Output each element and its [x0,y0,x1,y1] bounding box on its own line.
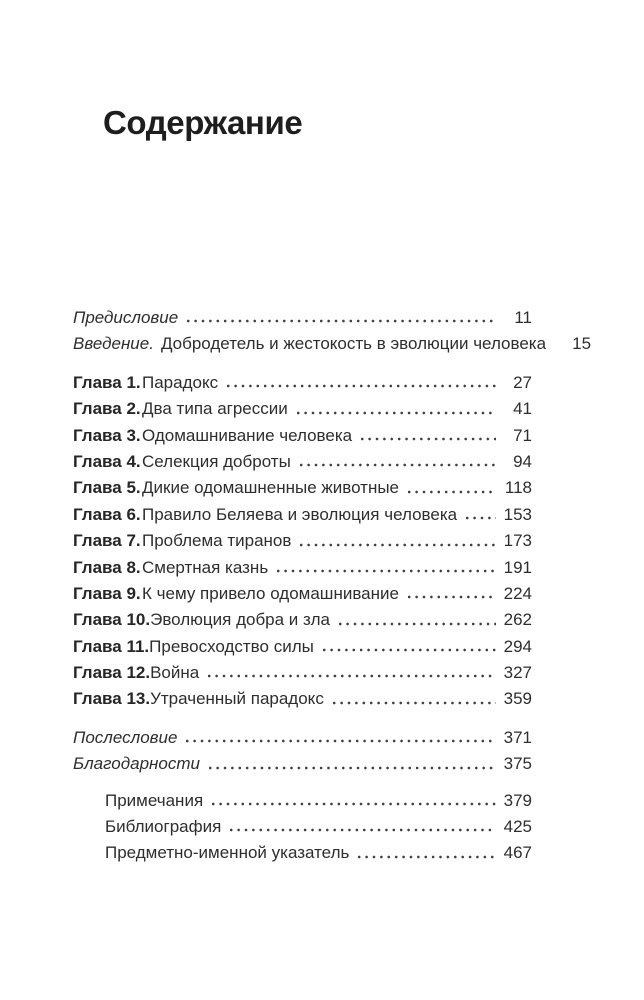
chapter-title: Эволюция добра и зла [150,610,331,630]
toc-entry-chapter-12 [73,660,532,686]
dot-leader [230,828,496,832]
chapter-title: Одомашнивание человека [142,425,353,445]
toc-entry-introduction [73,331,592,357]
page-number: 327 [503,663,532,683]
dot-leader [208,674,496,678]
toc-front-matter [73,305,592,358]
dot-leader [333,701,496,705]
dot-leader [408,595,496,599]
dot-leader [466,516,496,520]
chapter-title: Парадокс [142,372,219,392]
chapter-title: Дикие одомашненные животные [142,478,400,498]
toc-entry-chapter-6 [73,502,532,528]
chapter-label: Глава 12. [73,663,151,683]
dot-leader [297,411,496,415]
toc-list [73,305,592,867]
chapter-title: Утраченный парадокс [150,689,324,709]
page-number: 425 [503,817,532,837]
dot-leader [212,802,496,806]
chapter-label: Глава 6. [73,504,141,524]
dot-leader [339,622,496,626]
chapter-label: Глава 5. [73,478,141,498]
toc-entry-acknowledgements [73,751,532,777]
toc-entry-chapter-11 [73,634,532,660]
dot-leader [300,463,496,467]
dot-leader [358,855,496,859]
chapter-label: Глава 9. [73,583,141,603]
chapter-label: Глава 2. [73,399,141,419]
entry-label: Послесловие [73,727,178,747]
dot-leader [361,437,496,441]
page-number: 294 [503,636,532,656]
toc-entry-chapter-3 [73,423,532,449]
page-number: 41 [513,399,532,419]
chapter-label: Глава 8. [73,557,141,577]
toc-entry-preface [73,305,532,331]
page-number: 27 [513,372,532,392]
toc-entry-chapter-13 [73,686,532,712]
page-number: 191 [503,557,532,577]
page-number: 224 [503,583,532,603]
chapter-title: Правило Беляева и эволюция человека [142,504,458,524]
toc-entry-chapter-8 [73,555,532,581]
entry-label: Введение. [73,334,154,354]
chapter-label: Глава 7. [73,531,141,551]
dot-leader [408,490,496,494]
toc-appendix [73,788,532,867]
entry-title: Добродетель и жестокость в эволюции человека [160,334,547,354]
page-number: 379 [503,790,532,810]
chapter-title: Превосходство силы [149,636,314,656]
dot-leader [277,569,496,573]
dot-leader [186,739,496,743]
chapter-label: Глава 11. [73,636,150,656]
toc-entry-index [73,840,532,866]
chapter-title: Война [150,663,200,683]
page-number: 15 [572,334,592,354]
entry-label: Благодарности [73,754,200,774]
dot-leader [227,384,496,388]
dot-leader [300,543,496,547]
entry-label: Предисловие [73,308,179,327]
chapter-label: Глава 10. [73,610,151,630]
page-number: 359 [503,689,532,709]
page-number: 371 [503,727,532,747]
dot-leader [187,319,496,323]
chapter-title: Проблема тиранов [142,531,292,551]
toc-chapters [73,370,532,713]
chapter-label: Глава 13. [73,689,151,709]
toc-entry-chapter-5 [73,475,532,501]
toc-entry-afterword [73,725,532,751]
page-title: Содержание [103,104,303,141]
toc-entry-chapter-4 [73,449,532,475]
page-number: 11 [514,308,532,327]
page-number: 262 [503,610,532,630]
chapter-label: Глава 3. [73,425,141,445]
toc-entry-chapter-2 [73,396,532,422]
page-number: 173 [503,531,532,551]
toc-entry-bibliography [73,814,532,840]
chapter-label: Глава 4. [73,451,141,471]
chapter-title: Два типа агрессии [142,399,288,419]
dot-leader [323,648,496,652]
entry-label: Примечания [105,790,204,810]
chapter-title: Смертная казнь [142,557,269,577]
page-number: 153 [503,504,532,524]
entry-label: Предметно-именной указатель [105,843,350,863]
page-number: 71 [513,425,532,445]
toc-entry-chapter-7 [73,528,532,554]
toc-back-matter [73,725,532,778]
dot-leader [209,766,496,770]
toc-entry-chapter-10 [73,607,532,633]
toc-entry-notes [73,788,532,814]
page-number: 94 [513,451,532,471]
chapter-title: К чему привело одомашнивание [142,583,399,603]
toc-entry-chapter-1 [73,370,532,396]
entry-label: Библиография [105,817,222,837]
chapter-title: Селекция доброты [142,451,291,471]
page-number: 118 [504,478,532,498]
page-number: 467 [503,843,532,863]
toc-entry-chapter-9 [73,581,532,607]
chapter-label: Глава 1. [73,372,141,392]
page-number: 375 [503,754,532,774]
